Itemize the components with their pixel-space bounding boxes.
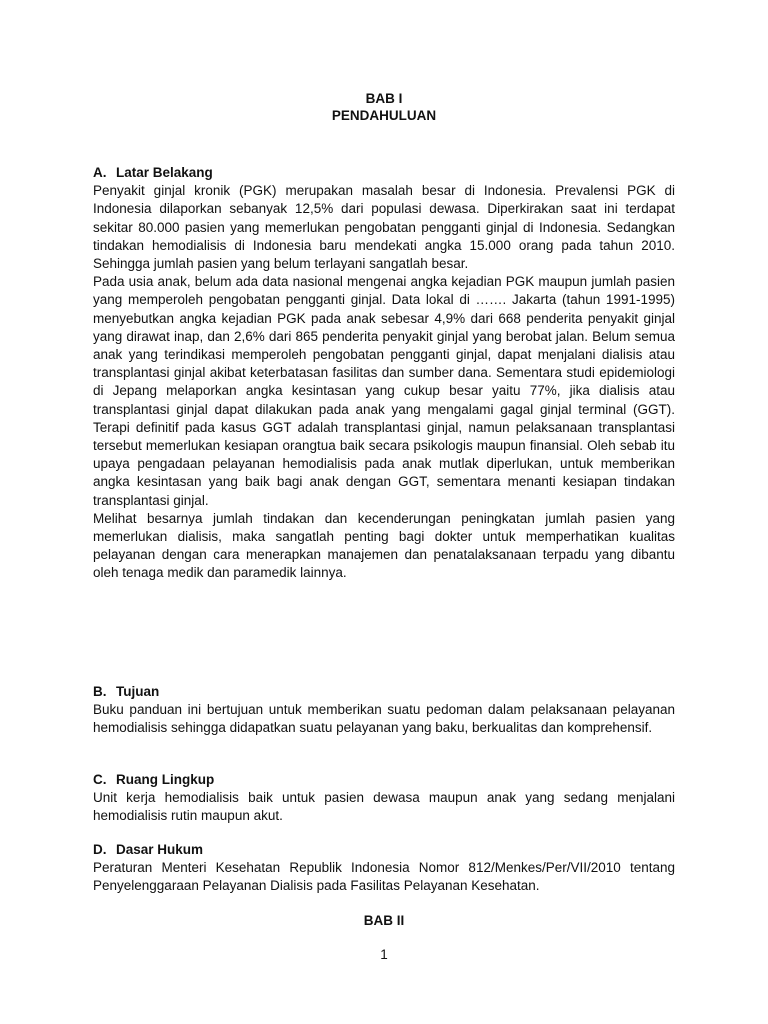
paragraph: Peraturan Menteri Kesehatan Republik Indonesia Nomor 812/Menkes/Per/VII/2010 tentang Penyelenggaraan Pelayanan Dialisis pada Fasilitas Pelayanan Kesehatan.: [93, 860, 675, 894]
section-heading: [93, 683, 675, 701]
section-title: Latar Belakang: [116, 165, 213, 180]
section-number: B.: [93, 684, 107, 699]
paragraph: Penyakit ginjal kronik (PGK) merupakan masalah besar di Indonesia. Prevalensi PGK di Indonesia dilaporkan sebanyak 12,5% dari populasi dewasa. Diperkirakan saat ini terdapat sekitar 80.000 pasien yang memerlukan pengobatan pengganti ginjal di Indonesia. Sedangkan tindakan hemodialisis di Indonesia baru mendekati angka 15.000 orang pada tahun 2010. Sehingga jumlah pasien yang belum terlayani sangatlah besar.: [93, 183, 675, 272]
paragraph: Pada usia anak, belum ada data nasional mengenai angka kejadian PGK maupun jumlah pasien yang memperoleh pengobatan pengganti ginjal. Data lokal di ……. Jakarta (tahun 1991-1995) menyebutkan angka kejadian PGK pada anak sebesar 4,9% dari 668 penderita penyakit ginjal yang dirawat inap, dan 2,6% dari 865 penderita penyakit ginjal yang berobat jalan. Belum semua anak yang terindikasi memperoleh pengobatan pengganti ginjal, dapat menjalani dialisis atau transplantasi ginjal akibat keterbatasan fasilitas dan sumber dana. Sementara studi epidemiologi di Jepang melaporkan angka kesintasan yang cukup besar yaitu 77%, jika dialisis atau transplantasi ginjal dapat dilakukan pada anak yang mengalami gagal ginjal terminal (GGT). Terapi definitif pada kasus GGT adalah transplantasi ginjal, namun pelaksanaan transplantasi tersebut memerlukan kesiapan orangtua baik secara psikologis maupun finansial. Oleh sebab itu upaya pengadaan pelayanan hemodialisis pada anak mutlak diperlukan, untuk memberikan angka kesintasan yang baik bagi anak dengan GGT, sementara menanti kesiapan tindakan transplantasi ginjal.: [93, 274, 675, 508]
section-title: Dasar Hukum: [116, 842, 204, 857]
section-title: Ruang Lingkup: [116, 772, 215, 787]
section-number: C.: [93, 772, 107, 787]
section-heading: [93, 771, 675, 789]
section-dasar-hukum: [93, 841, 675, 896]
chapter-label: BAB I: [365, 91, 403, 106]
paragraph: Unit kerja hemodialisis baik untuk pasien dewasa maupun anak yang sedang menjalani hemodialisis rutin maupun akut.: [93, 790, 675, 824]
section-heading: [93, 841, 675, 859]
section-tujuan: [93, 683, 675, 738]
page-number: 1: [380, 947, 388, 962]
section-title: Tujuan: [116, 684, 160, 699]
section-latar-belakang: [93, 164, 675, 583]
section-ruang-lingkup: [93, 771, 675, 826]
section-number: D.: [93, 842, 107, 857]
next-chapter-label: BAB II: [363, 913, 405, 928]
section-number: A.: [93, 165, 107, 180]
chapter-title: PENDAHULUAN: [331, 108, 437, 123]
section-heading: [93, 164, 675, 182]
paragraph: Buku panduan ini bertujuan untuk memberikan suatu pedoman dalam pelaksanaan pelayanan hemodialisis sehingga didapatkan suatu pelayanan yang baku, berkualitas dan komprehensif.: [93, 702, 675, 736]
paragraph: Melihat besarnya jumlah tindakan dan kecenderungan peningkatan jumlah pasien yang memerlukan dialisis, maka sangatlah penting bagi dokter untuk memperhatikan kualitas pelayanan dengan cara menerapkan manajemen dan penatalaksanaan terpadu yang dibantu oleh tenaga medik dan paramedik lainnya.: [93, 510, 675, 581]
